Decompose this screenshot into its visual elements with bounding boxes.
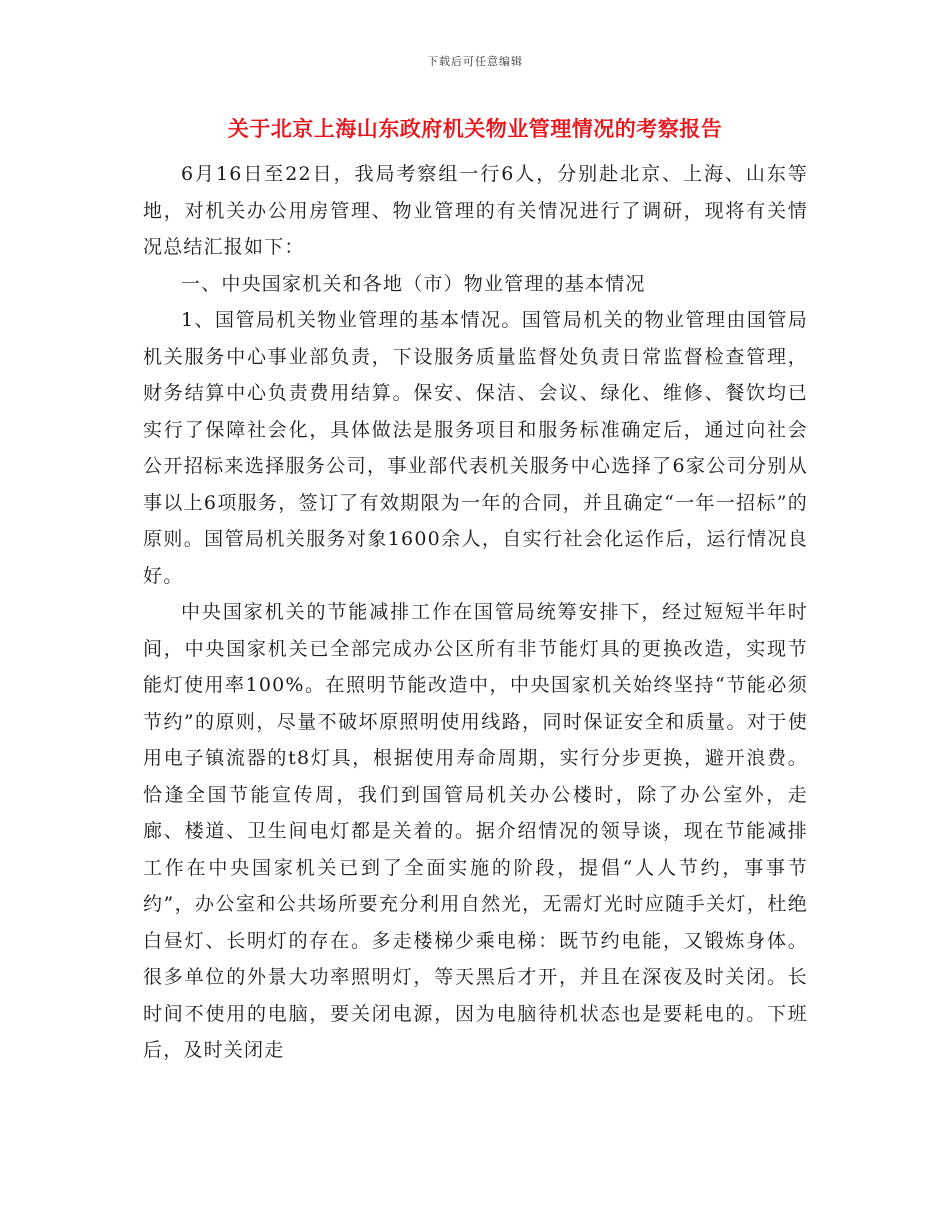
section-heading-1: 一、中央国家机关和各地（市）物业管理的基本情况 [181, 272, 646, 295]
paragraph-1: 1、国管局机关物业管理的基本情况。国管局机关的物业管理由国管局机关服务中心事业部负责，下设服务质量监督处负责日常监督检查管理，财务结算中心负责费用结算。保安、保洁、会议、绿化、维修、餐饮均已实行了保障社会化，具体做法是服务项目和服务标准确定后，通过向社会公开招标来选择服务公司，事业部代表机关服务中心选择了6家公司分别从事以上6项服务，签订了有效期限为一年的合同，并且确定“一年一招标”的原则。国管局机关服务对象1600余人，自实行社会化运作后，运行情况良好。 [143, 309, 808, 587]
paragraph-2: 中央国家机关的节能减排工作在国管局统筹安排下，经过短短半年时间，中央国家机关已全部完成办公区所有非节能灯具的更换改造，实现节能灯使用率100%。在照明节能改造中，中央国家机关始终坚持“节能必须节约”的原则，尽量不破坏原照明使用线路，同时保证安全和质量。对于使用电子镇流器的t8灯具，根据使用寿命周期，实行分步更换，避开浪费。恰逢全国节能宣传周，我们到国管局机关办公楼时，除了办公室外，走廊、楼道、卫生间电灯都是关着的。据介绍情况的领导谈，现在节能减排工作在中央国家机关已到了全面实施的阶段，提倡“人人节约，事事节约”，办公室和公共场所要充分利用自然光，无需灯光时应随手关灯，杜绝白昼灯、长明灯的存在。多走楼梯少乘电梯：既节约电能，又锻炼身体。很多单位的外景大功率照明灯，等天黑后才开，并且在深夜及时关闭。长时间不使用的电脑，要关闭电源，因为电脑待机状态也是要耗电的。下班后，及时关闭走 [143, 601, 808, 1061]
page-header-note: 下载后可任意编辑 [427, 55, 523, 68]
paragraph-intro: 6月16日至22日，我局考察组一行6人，分别赴北京、上海、山东等地，对机关办公用房管理、物业管理的有关情况进行了调研，现将有关情况总结汇报如下： [143, 163, 808, 258]
document-body [143, 156, 808, 1069]
document-title: 关于北京上海山东政府机关物业管理情况的考察报告 [227, 116, 723, 141]
